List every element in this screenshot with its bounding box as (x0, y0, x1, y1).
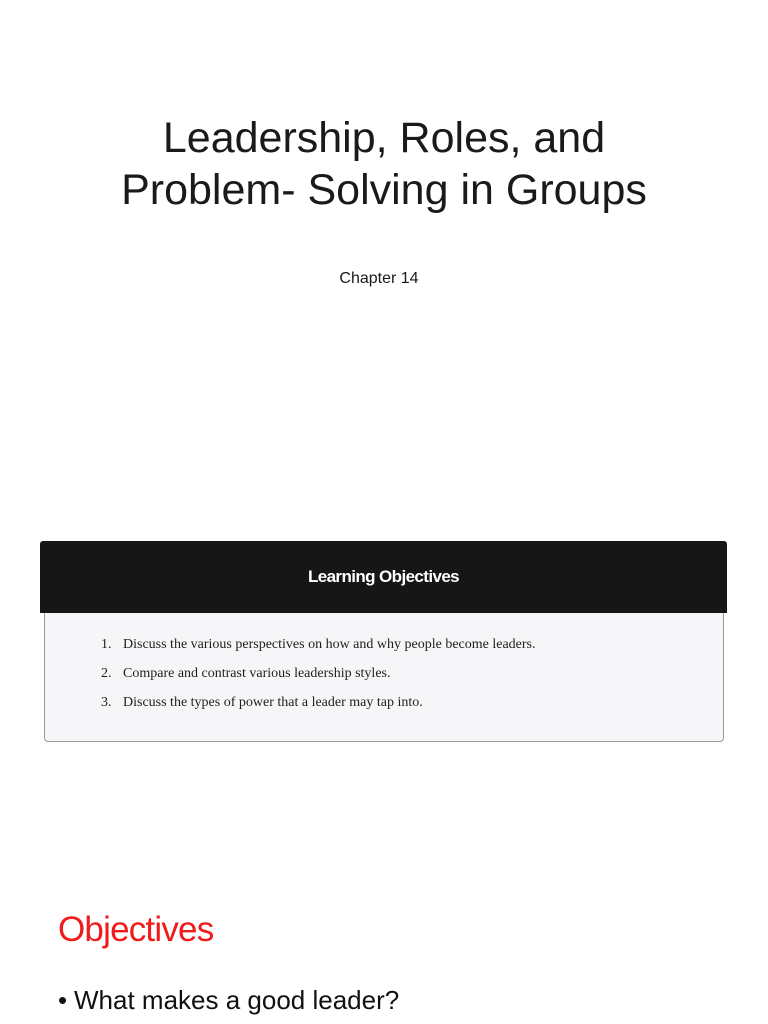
list-item (101, 664, 536, 693)
bullet-item (58, 980, 399, 1020)
list-item-number: 3. (101, 695, 112, 710)
learning-objectives-heading: Learning Objectives (307, 567, 460, 586)
list-item (101, 693, 536, 722)
learning-objectives-box (40, 541, 727, 742)
slide-title-line-1: Leadership, Roles, and (162, 114, 606, 162)
bullet-marker: • (58, 985, 68, 1015)
list-item-number: 1. (101, 637, 112, 652)
slide-title-line-2: Problem- Solving in Groups (121, 166, 647, 214)
list-item-number: 2. (101, 666, 112, 681)
slide-title (0, 112, 768, 216)
objectives-heading: Objectives (58, 910, 214, 949)
chapter-subtitle: Chapter 14 (339, 270, 419, 287)
list-item-text: Discuss the types of power that a leader may tap into. (123, 695, 423, 710)
learning-objectives-body (44, 613, 724, 742)
list-item-text: Discuss the various perspectives on how and why people become leaders. (123, 637, 536, 652)
learning-objectives-header (40, 541, 727, 613)
bullet-text: What makes a good leader? (74, 985, 400, 1015)
list-item (101, 635, 536, 664)
list-item-text: Compare and contrast various leadership styles. (123, 666, 391, 681)
learning-objectives-list (101, 635, 536, 722)
